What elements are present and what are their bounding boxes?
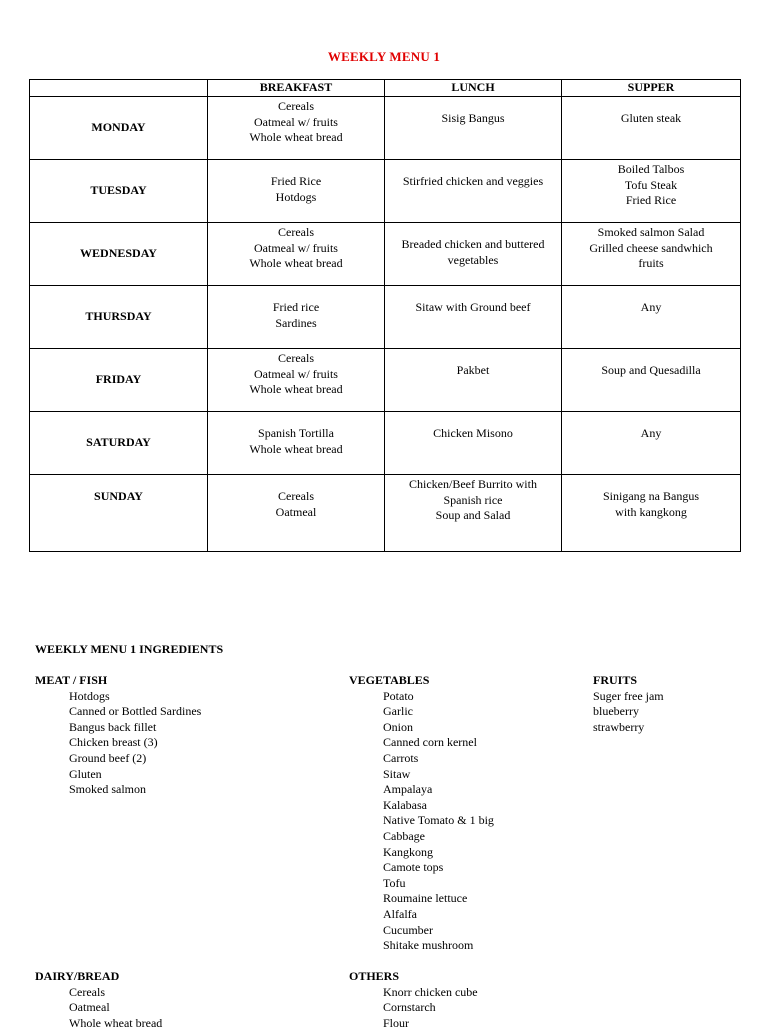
- lunch-cell: [385, 412, 562, 475]
- header-breakfast: BREAKFAST: [208, 80, 385, 97]
- breakfast-line: Cereals: [278, 351, 314, 365]
- ingredient-item: Smoked salmon: [69, 782, 146, 797]
- lunch-line: Pakbet: [456, 363, 490, 377]
- supper-cell: [562, 97, 741, 160]
- ingredient-item: strawberry: [593, 719, 645, 734]
- lunch-cell: [385, 223, 562, 286]
- day-cell: WEDNESDAY: [30, 223, 208, 286]
- ingredient-item: Gluten: [69, 766, 102, 781]
- breakfast-line: Oatmeal w/ fruits: [254, 114, 338, 129]
- lunch-line: Chicken/Beef Burrito with: [409, 477, 537, 491]
- ingredient-item: Sitaw: [383, 766, 411, 781]
- lunch-cell: [385, 97, 562, 160]
- breakfast-cell: [208, 97, 385, 160]
- category-heading: FRUITS: [593, 673, 638, 687]
- ingredient-item: Chicken breast (3): [69, 735, 158, 750]
- ingredient-item: Knorr chicken cube: [383, 984, 478, 999]
- ingredient-item: Canned or Bottled Sardines: [69, 704, 202, 719]
- ingredient-item: blueberry: [593, 704, 639, 719]
- supper-line: Soup and Quesadilla: [601, 363, 701, 377]
- day-cell: MONDAY: [30, 97, 208, 160]
- category-heading: VEGETABLES: [349, 673, 430, 687]
- ingredient-item: Kalabasa: [383, 797, 427, 812]
- breakfast-line: Oatmeal: [275, 504, 317, 519]
- breakfast-line: Whole wheat bread: [249, 130, 343, 145]
- breakfast-line: Spanish Tortilla: [258, 426, 334, 440]
- breakfast-cell: [208, 475, 385, 552]
- ingredient-item: Potato: [383, 688, 414, 703]
- breakfast-line: Whole wheat bread: [249, 382, 343, 397]
- breakfast-cell: [208, 160, 385, 223]
- category-fruits: [593, 673, 664, 735]
- breakfast-line: Sardines: [275, 315, 317, 330]
- ingredient-item: Bangus back fillet: [69, 719, 157, 734]
- ingredient-item: Hotdogs: [69, 688, 110, 703]
- category-vegetables: [349, 673, 494, 954]
- day-cell: SATURDAY: [30, 412, 208, 475]
- category-others: [349, 969, 478, 1031]
- supper-line: Smoked salmon Salad: [597, 225, 705, 239]
- breakfast-cell: [208, 286, 385, 349]
- lunch-line: Breaded chicken and buttered: [401, 237, 545, 251]
- table-row: [30, 286, 741, 349]
- supper-line: Any: [640, 426, 662, 440]
- breakfast-line: Hotdogs: [275, 189, 317, 204]
- table-row: [30, 349, 741, 412]
- lunch-cell: [385, 349, 562, 412]
- breakfast-line: Cereals: [278, 99, 314, 113]
- ingredient-item: Oatmeal: [69, 1000, 110, 1015]
- category-heading: OTHERS: [349, 969, 400, 983]
- lunch-cell: [385, 286, 562, 349]
- breakfast-cell: [208, 412, 385, 475]
- ingredient-item: Tofu: [383, 875, 406, 890]
- lunch-line: Soup and Salad: [435, 508, 511, 523]
- lunch-line: Sisig Bangus: [441, 111, 505, 125]
- header-day: [30, 80, 208, 97]
- category-meat-fish: [35, 673, 201, 798]
- breakfast-line: Oatmeal w/ fruits: [254, 240, 338, 255]
- lunch-cell: [385, 475, 562, 552]
- category-dairy-bread: [35, 969, 162, 1031]
- header-supper: SUPPER: [562, 80, 741, 97]
- table-row: [30, 412, 741, 475]
- supper-cell: [562, 160, 741, 223]
- table-row: [30, 160, 741, 223]
- lunch-line: Sitaw with Ground beef: [415, 300, 531, 314]
- ingredient-item: Roumaine lettuce: [383, 891, 468, 906]
- supper-cell: [562, 412, 741, 475]
- table-row: [30, 475, 741, 552]
- table-row: [30, 97, 741, 160]
- category-heading: MEAT / FISH: [35, 673, 108, 687]
- breakfast-line: Fried Rice: [270, 174, 322, 188]
- supper-line: Fried Rice: [625, 193, 677, 208]
- supper-line: Tofu Steak: [624, 177, 678, 192]
- ingredient-item: Cornstarch: [383, 1000, 436, 1015]
- ingredient-item: Cereals: [69, 984, 105, 999]
- ingredient-item: Carrots: [383, 750, 419, 765]
- supper-cell: [562, 286, 741, 349]
- weekly-menu-table: [29, 79, 741, 552]
- breakfast-line: Oatmeal w/ fruits: [254, 366, 338, 381]
- supper-cell: [562, 475, 741, 552]
- ingredients-title: WEEKLY MENU 1 INGREDIENTS: [35, 642, 224, 656]
- breakfast-line: Whole wheat bread: [249, 441, 343, 456]
- day-cell: TUESDAY: [30, 160, 208, 223]
- lunch-line: Chicken Misono: [433, 426, 513, 440]
- ingredient-item: Flour: [383, 1015, 410, 1030]
- supper-line: Sinigang na Bangus: [603, 489, 699, 503]
- ingredient-item: Native Tomato & 1 big: [383, 813, 494, 828]
- table-row: [30, 223, 741, 286]
- ingredient-item: Shitake mushroom: [383, 938, 474, 953]
- supper-line: Any: [640, 300, 662, 314]
- lunch-line: Spanish rice: [443, 492, 503, 507]
- ingredient-item: Camote tops: [383, 860, 444, 875]
- day-cell: THURSDAY: [30, 286, 208, 349]
- ingredient-item: Canned corn kernel: [383, 735, 477, 750]
- ingredient-item: Suger free jam: [593, 688, 664, 703]
- ingredient-item: Cucumber: [383, 922, 433, 937]
- supper-line: with kangkong: [615, 504, 687, 519]
- supper-line: fruits: [638, 256, 664, 271]
- day-cell: FRIDAY: [30, 349, 208, 412]
- ingredient-item: Ground beef (2): [69, 750, 147, 765]
- supper-line: Grilled cheese sandwhich: [589, 240, 713, 255]
- header-lunch: LUNCH: [385, 80, 562, 97]
- breakfast-line: Whole wheat bread: [249, 256, 343, 271]
- category-heading: DAIRY/BREAD: [35, 969, 120, 983]
- day-cell: SUNDAY: [30, 475, 208, 552]
- ingredient-item: Onion: [383, 719, 413, 734]
- table-header-row: [30, 80, 741, 97]
- lunch-line: vegetables: [447, 252, 499, 267]
- lunch-cell: [385, 160, 562, 223]
- ingredient-item: Kangkong: [383, 844, 433, 859]
- breakfast-cell: [208, 349, 385, 412]
- page-title: WEEKLY MENU 1: [327, 49, 441, 64]
- ingredient-item: Garlic: [383, 704, 413, 719]
- supper-line: Gluten steak: [620, 111, 682, 125]
- breakfast-line: Fried rice: [272, 300, 320, 314]
- breakfast-line: Cereals: [278, 489, 314, 503]
- ingredient-item: Cabbage: [383, 828, 425, 843]
- ingredient-item: Alfalfa: [383, 906, 417, 921]
- lunch-line: Stirfried chicken and veggies: [402, 174, 544, 188]
- supper-line: Boiled Talbos: [617, 162, 685, 176]
- ingredient-item: Ampalaya: [383, 782, 433, 797]
- supper-cell: [562, 349, 741, 412]
- breakfast-line: Cereals: [278, 225, 314, 239]
- breakfast-cell: [208, 223, 385, 286]
- ingredient-item: Whole wheat bread: [69, 1015, 163, 1030]
- supper-cell: [562, 223, 741, 286]
